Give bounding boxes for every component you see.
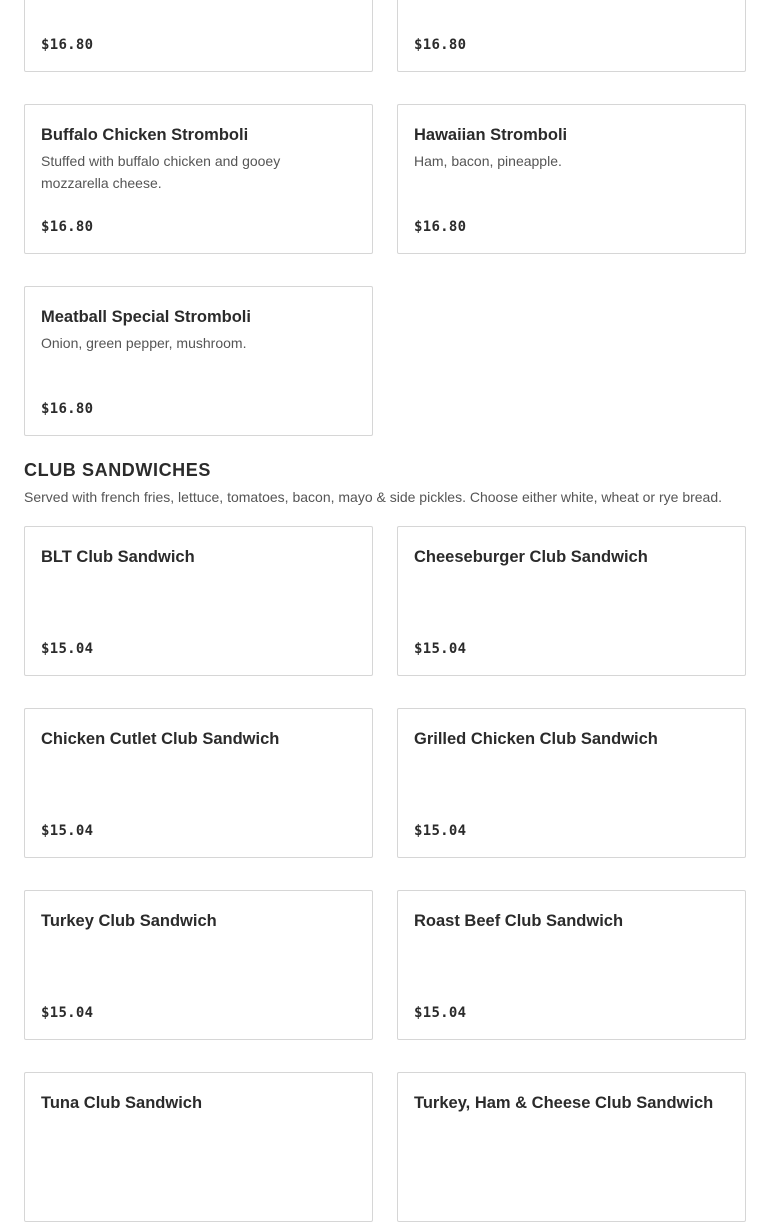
menu-item-name: Meatball Special Stromboli <box>41 308 251 326</box>
menu-item-description: Onion, green pepper, mushroom. <box>41 335 247 351</box>
menu-item-price: $16.80 <box>41 401 94 417</box>
menu-item-card[interactable] <box>24 0 373 72</box>
menu-item-price: $16.80 <box>414 37 467 53</box>
menu-item-name: Buffalo Chicken Stromboli <box>41 126 249 144</box>
menu-item-card-buffalo-chicken-stromboli[interactable] <box>24 104 373 254</box>
menu-item-name: Hawaiian Stromboli <box>414 126 568 144</box>
menu-item-name: Grilled Chicken Club Sandwich <box>414 730 658 748</box>
menu-item-price: $15.04 <box>41 1005 94 1021</box>
menu-item-price: $15.04 <box>41 823 94 839</box>
menu-item-name: Cheeseburger Club Sandwich <box>414 548 648 566</box>
menu-item-name: Tuna Club Sandwich <box>41 1094 203 1112</box>
menu-item-card-grilled-chicken-club-sandwich[interactable] <box>397 708 746 858</box>
menu-item-card-turkey-club-sandwich[interactable] <box>24 890 373 1040</box>
menu-item-price: $16.80 <box>414 219 467 235</box>
menu-item-card-blt-club-sandwich[interactable] <box>24 526 373 676</box>
menu-item-card[interactable] <box>397 0 746 72</box>
menu-item-description: Ham, bacon, pineapple. <box>414 153 562 169</box>
menu-item-name: Turkey, Ham & Cheese Club Sandwich <box>414 1094 714 1112</box>
menu-item-card-chicken-cutlet-club-sandwich[interactable] <box>24 708 373 858</box>
menu-item-name: Turkey Club Sandwich <box>41 912 217 930</box>
menu-item-price: $16.80 <box>41 37 94 53</box>
menu-item-card-roast-beef-club-sandwich[interactable] <box>397 890 746 1040</box>
menu-item-name: BLT Club Sandwich <box>41 548 195 566</box>
menu-item-card-meatball-special-stromboli[interactable] <box>24 286 373 436</box>
menu-item-card-turkey-ham-cheese-club-sandwich[interactable] <box>397 1072 746 1222</box>
menu-item-price: $16.80 <box>41 219 94 235</box>
section-description: Served with french fries, lettuce, tomatoes, bacon, mayo & side pickles. Choose either white, wheat or rye bread. <box>24 489 723 505</box>
menu-item-card-hawaiian-stromboli[interactable] <box>397 104 746 254</box>
menu-item-card-cheeseburger-club-sandwich[interactable] <box>397 526 746 676</box>
menu-item-card-tuna-club-sandwich[interactable] <box>24 1072 373 1222</box>
section-title: CLUB SANDWICHES <box>24 460 211 480</box>
menu-item-price: $15.04 <box>414 641 467 657</box>
menu-item-price: $15.04 <box>41 641 94 657</box>
menu-item-name: Chicken Cutlet Club Sandwich <box>41 730 280 748</box>
menu-item-description: Stuffed with buffalo chicken and gooey mozzarella cheese. <box>41 153 281 191</box>
menu-item-name: Roast Beef Club Sandwich <box>414 912 624 930</box>
menu-item-price: $15.04 <box>414 823 467 839</box>
menu-item-price: $15.04 <box>414 1005 467 1021</box>
